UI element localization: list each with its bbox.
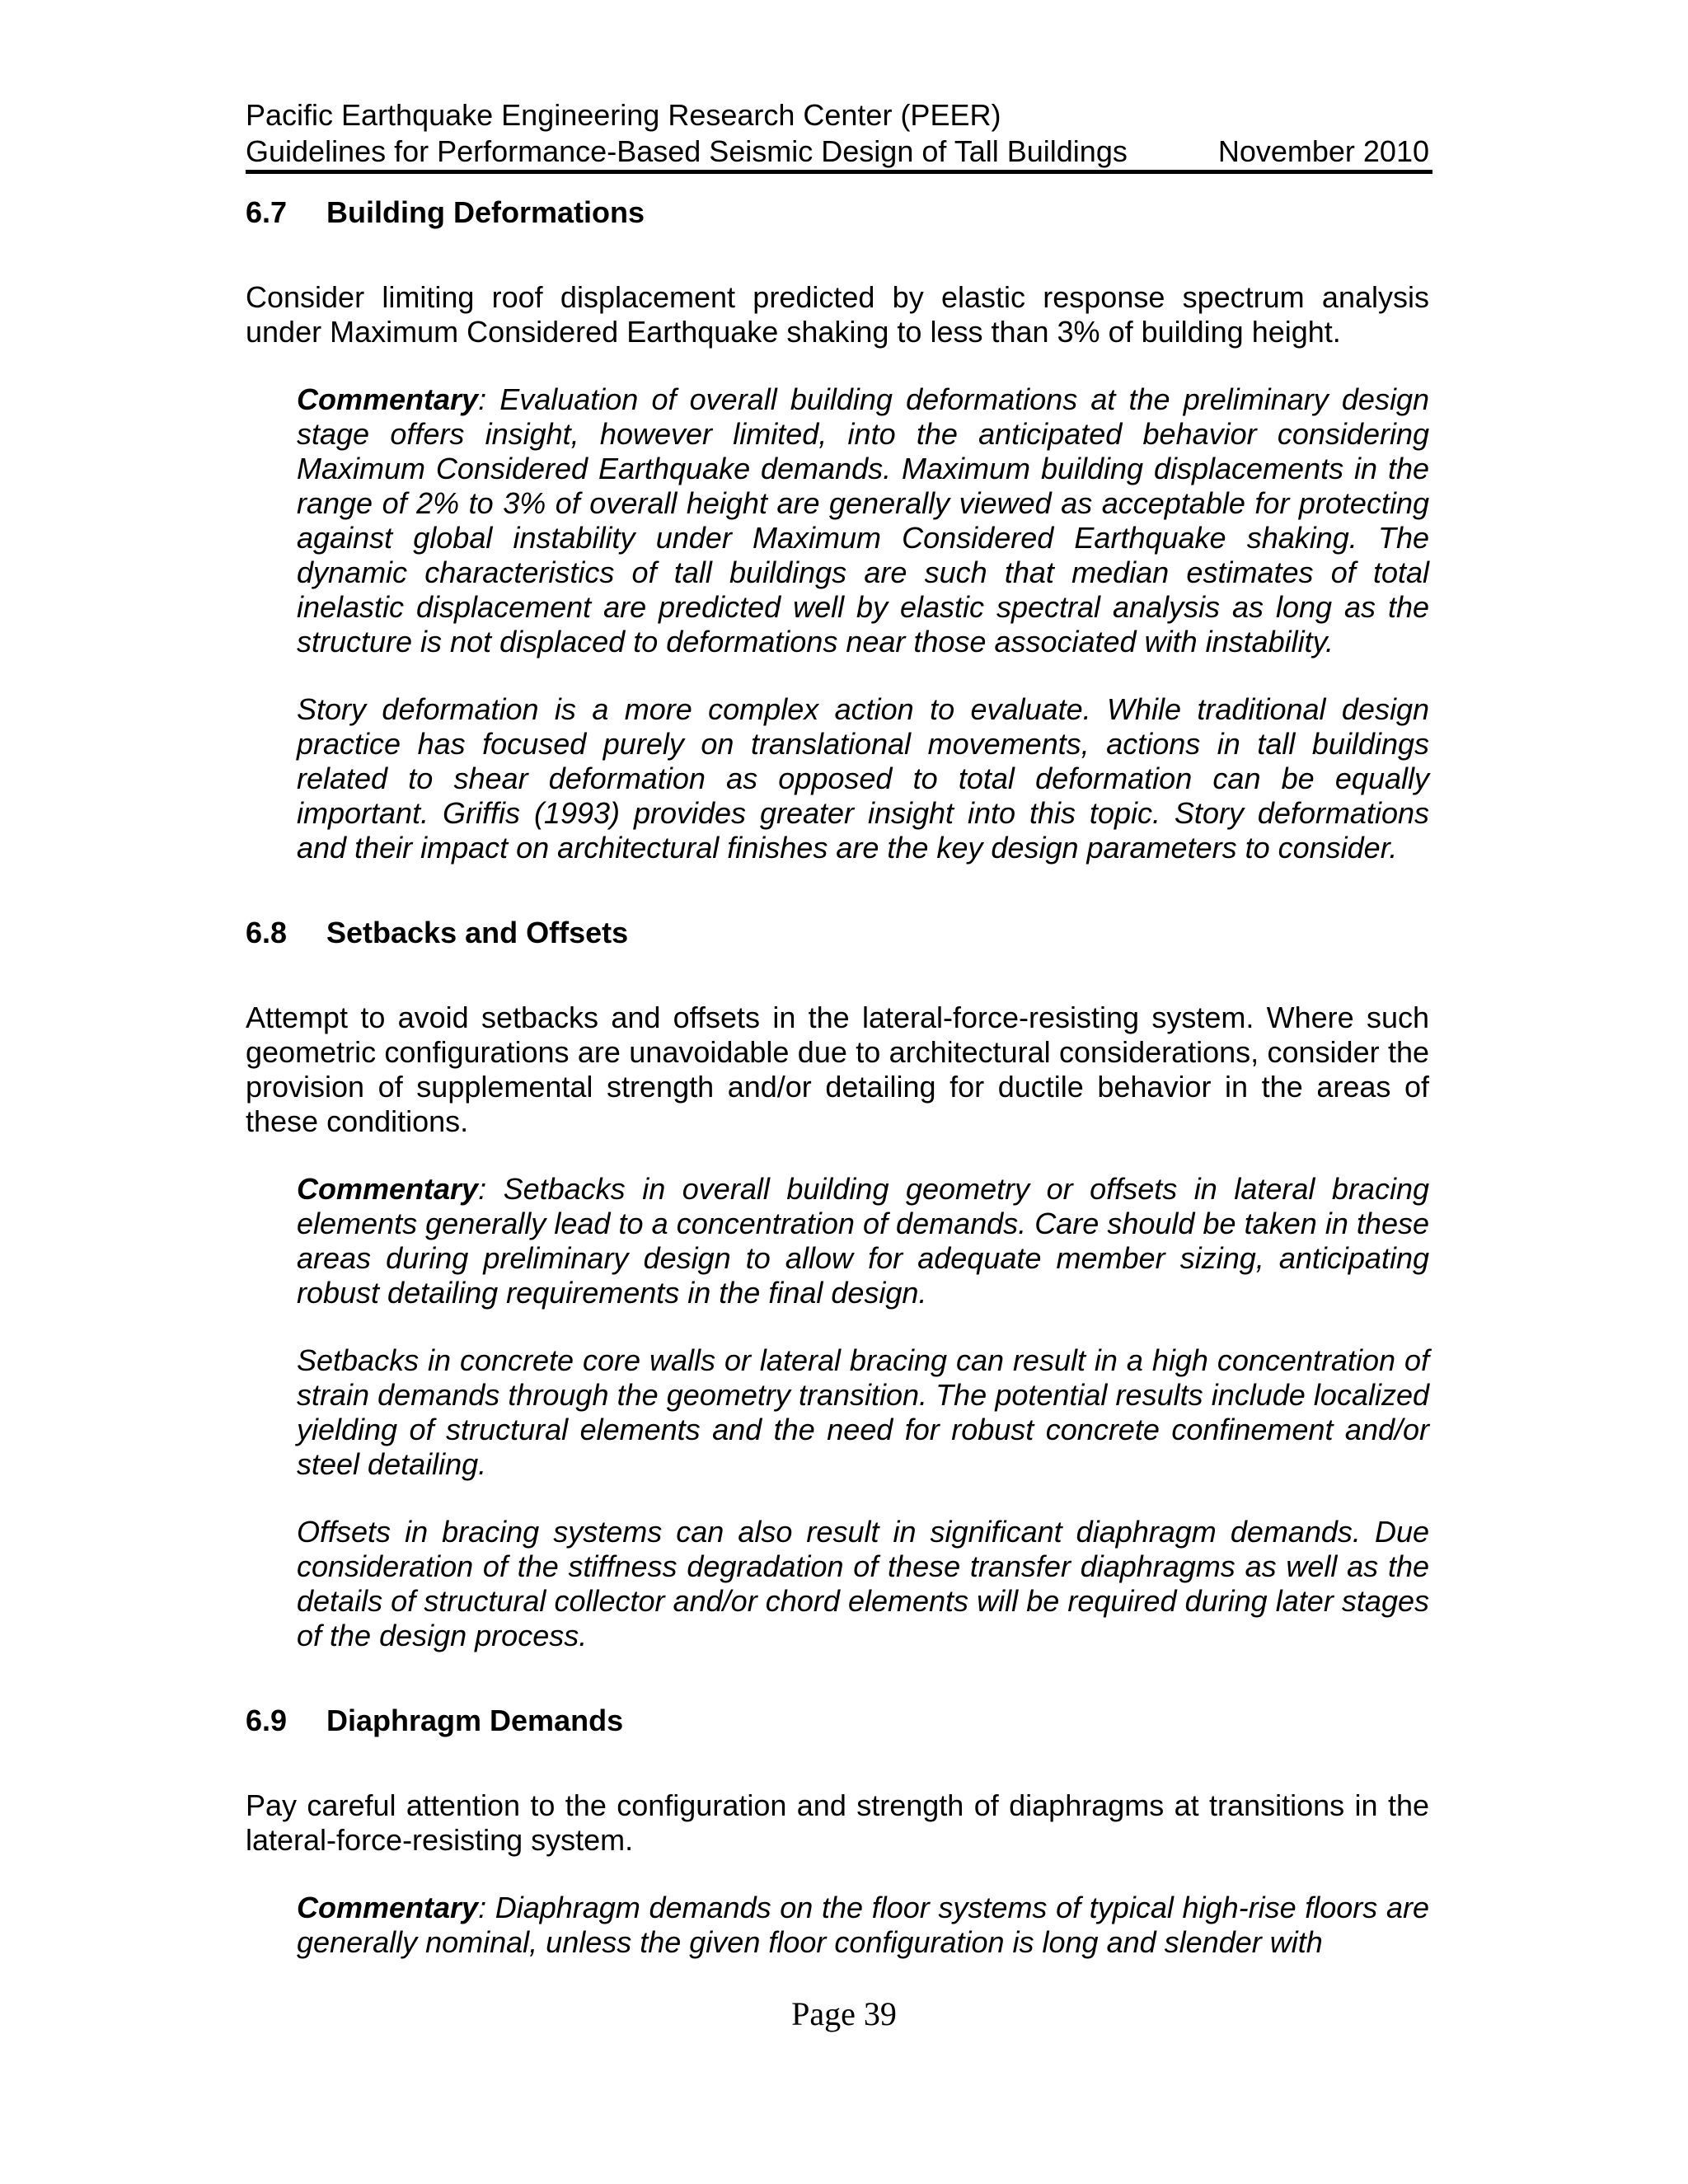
header-title-row — [246, 134, 1429, 170]
header-title: Guidelines for Performance-Based Seismic Design of Tall Buildings — [246, 134, 1128, 168]
header-rule — [246, 170, 1432, 174]
commentary-paragraph: Story deformation is a more complex action to evaluate. While traditional design practice has focused purely on translational movements, actions in tall buildings related to shear deformation as opposed to total deformation can be equally important. Griffis (1993) provides greater insight into this topic. Story deformations and their impact on architectural finishes are the key design parameters to consider. — [297, 692, 1429, 865]
section-body: Consider limiting roof displacement predicted by elastic response spectrum analysis under Maximum Considered Earthquake shaking to less than 3% of building height. — [246, 280, 1429, 349]
commentary-label: Commentary — [297, 1891, 479, 1924]
running-header — [246, 97, 1429, 170]
section-title: Building Deformations — [326, 195, 645, 229]
commentary-text: : Setbacks in overall building geometry or offsets in lateral bracing elements generally lead to a concentration of demands. Care should be taken in these areas during preliminary design to allow for adequate member sizing, anticipating robust detailing requirements in the final design. — [297, 1172, 1429, 1310]
header-org: Pacific Earthquake Engineering Research Center (PEER) — [246, 98, 1001, 132]
section-heading-6-9 — [246, 1703, 1429, 1739]
header-date: November 2010 — [1217, 134, 1429, 168]
commentary-paragraph: Setbacks in concrete core walls or lateral bracing can result in a high concentration of strain demands through the geometry transition. The potential results include localized yielding of structural elements and the need for robust concrete confinement and/or steel detailing. — [297, 1343, 1429, 1481]
section-number: 6.9 — [246, 1704, 288, 1737]
commentary-paragraph: Offsets in bracing systems can also result in significant diaphragm demands. Due consideration of the stiffness degradation of these transfer diaphragms as well as the details of structural collector and/or chord elements will be required during later stages of the design process. — [297, 1515, 1429, 1652]
page-number: Page 39 — [791, 1995, 897, 2032]
commentary-paragraph — [297, 1172, 1429, 1310]
commentary-text: : Diaphragm demands on the floor systems of typical high-rise floors are generally nominal, unless the given floor configuration is long and slender with — [297, 1891, 1429, 1959]
section-heading-6-8 — [246, 915, 1429, 951]
section-number: 6.7 — [246, 195, 288, 229]
commentary-paragraph — [297, 382, 1429, 659]
section-title: Diaphragm Demands — [326, 1704, 624, 1737]
section-number: 6.8 — [246, 916, 288, 949]
commentary-label: Commentary — [297, 1172, 479, 1206]
section-title: Setbacks and Offsets — [326, 916, 629, 949]
commentary-paragraph — [297, 1891, 1429, 1960]
section-heading-6-7 — [246, 194, 1429, 231]
commentary-label: Commentary — [297, 382, 479, 416]
section-body: Attempt to avoid setbacks and offsets in the lateral-force-resisting system. Where such geometric configurations are unavoidable due to architectural considerations, consider the provision of supplemental strength and/or detailing for ductile behavior in the areas of these conditions. — [246, 1001, 1429, 1138]
page-content — [246, 194, 1429, 1960]
section-body: Pay careful attention to the configuration and strength of diaphragms at transitions in the lateral-force-resisting system. — [246, 1788, 1429, 1857]
commentary-text: : Evaluation of overall building deformations at the preliminary design stage offers insight, however limited, into the anticipated behavior considering Maximum Considered Earthquake demands. Maximum building displacements in the range of 2% to 3% of overall height are generally viewed as acceptable for protecting against global instability under Maximum Considered Earthquake shaking. The dynamic characteristics of tall buildings are such that median estimates of total inelastic displacement are predicted well by elastic spectral analysis as long as the structure is not displaced to deformations near those associated with instability. — [297, 382, 1429, 658]
